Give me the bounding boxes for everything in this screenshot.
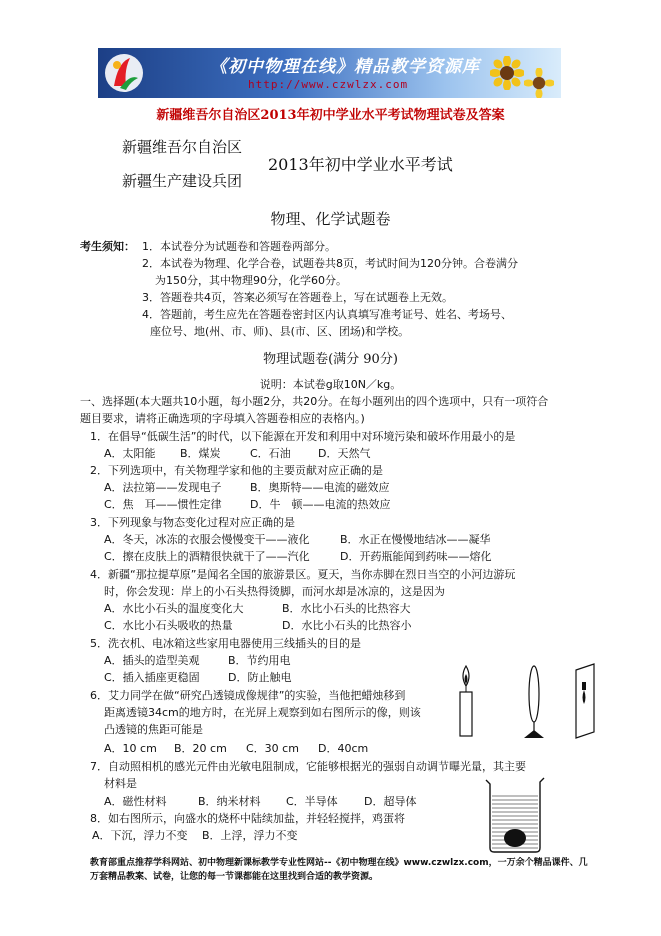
option: A．水比小石头的温度变化大 [104, 602, 244, 615]
physics-title: 物理试题卷(满分 90分) [263, 352, 398, 367]
option: A．太阳能 [104, 447, 156, 460]
question-stem: 时，你会发现：岸上的小石头热得烫脚，而河水却是冰凉的，这是因为 [104, 585, 445, 598]
option: B．上浮，浮力不变 [202, 829, 298, 842]
option: A．插头的造型美观 [104, 654, 200, 667]
question-stem: 5．洗衣机、电冰箱这些家用电器使用三线插头的目的是 [90, 637, 361, 650]
footer-note: 教育部重点推荐学科网站、初中物理新课标教学专业性网站--《初中物理在线》www.czwlzx.com，一万余个精品课件、几万套精品教案、试卷，让您的每一节课都能在这里找到合适的教学资源。 [90, 858, 588, 882]
note: 说明：本试卷g取10N／kg。 [259, 378, 402, 391]
option: D．开药瓶能闻到药味——熔化 [340, 550, 492, 563]
option: D．牛 顿——电流的热效应 [250, 498, 391, 511]
question-stem: 7．自动照相机的感光元件由光敏电阻制成，它能够根据光的强弱自动调节曝光量，其主要 [90, 760, 526, 773]
option: B．节约用电 [228, 654, 291, 667]
paper-title: 物理、化学试题卷 [270, 210, 391, 228]
option: B．奥斯特——电流的磁效应 [250, 481, 390, 494]
header-banner [98, 48, 561, 98]
sunflower-icon [490, 56, 524, 90]
section-instructions: 题目要求，请将正确选项的字母填入答题卷相应的表格内。) [80, 412, 365, 425]
option: B．20 cm [174, 742, 227, 755]
option: A．10 cm [104, 742, 157, 755]
banner-title: 《初中物理在线》精品教学资源库 [210, 57, 480, 77]
option: B．水正在慢慢地结冰——凝华 [340, 533, 491, 546]
option: A．磁性材料 [104, 795, 167, 808]
sunflower-icon [524, 68, 554, 98]
option: C．焦 耳——惯性定律 [104, 498, 222, 511]
option: D．水比小石头的比热容小 [282, 619, 412, 632]
notice-item: 2．本试卷为物理、化学合卷，试题卷共8页，考试时间为120分钟。合卷满分 [142, 257, 518, 270]
option: A．下沉，浮力不变 [92, 829, 188, 842]
notice-item: 座位号、地(州、市、师)、县(市、区、团场)和学校。 [150, 325, 410, 338]
notice-item: 3．答题卷共4页，答案必须写在答题卷上，写在试题卷上无效。 [142, 291, 453, 304]
exam-title: 2013年初中学业水平考试 [268, 155, 453, 174]
option: D．防止触电 [228, 671, 292, 684]
screen-icon [576, 664, 594, 738]
option: D．超导体 [364, 795, 417, 808]
question-stem: 1．在倡导“低碳生活”的时代，以下能源在开发和利用中对环境污染和破坏作用最小的是 [90, 430, 516, 443]
issuer-line: 新疆维吾尔自治区 [122, 138, 243, 156]
option: C．插入插座更稳固 [104, 671, 200, 684]
section-instructions: 一、选择题(本大题共10小题，每小题2分，共20分。在每小题列出的四个选项中，只有一项符合 [80, 395, 549, 408]
option: D．40cm [318, 742, 369, 755]
candle-icon [460, 666, 472, 736]
banner-url[interactable]: http://www.czwlzx.com [248, 78, 409, 91]
question-stem: 4．新疆“那拉提草原”是闻名全国的旅游景区。夏天，当你赤脚在烈日当空的小河边游玩 [90, 568, 516, 581]
lens-icon [524, 666, 544, 738]
option: D．天然气 [318, 447, 371, 460]
issuer-line: 新疆生产建设兵团 [122, 172, 243, 190]
option: C．水比小石头吸收的热量 [104, 619, 233, 632]
notice-item: 1．本试卷分为试题卷和答题卷两部分。 [142, 240, 336, 253]
notice-item: 为150分，其中物理90分，化学60分。 [155, 274, 347, 287]
lens-imaging-figure [452, 660, 612, 742]
document-heading: 新疆维吾尔自治区2013年初中学业水平考试物理试卷及答案 [156, 108, 505, 123]
question-stem: 3．下列现象与物态变化过程对应正确的是 [90, 516, 295, 529]
option: C．石油 [250, 447, 291, 460]
option: A．冬天，冰冻的衣服会慢慢变干——液化 [104, 533, 310, 546]
question-stem: 材料是 [104, 777, 137, 790]
question-stem: 2．下列选项中，有关物理学家和他的主要贡献对应正确的是 [90, 464, 383, 477]
question-stem: 凸透镜的焦距可能是 [104, 723, 203, 736]
question-stem: 8．如右图所示，向盛水的烧杯中陆续加盐，并轻轻搅拌，鸡蛋将 [90, 812, 405, 825]
site-logo-icon [104, 52, 144, 94]
option: C．擦在皮肤上的酒精很快就干了——汽化 [104, 550, 310, 563]
question-stem: 距离透镜34cm的地方时，在光屏上观察到如右图所示的像，则该 [104, 706, 421, 719]
question-stem: 6．艾力同学在做“研究凸透镜成像规律”的实验，当他把蜡烛移到 [90, 689, 406, 702]
option: A．法拉第——发现电子 [104, 481, 222, 494]
option: B．煤炭 [180, 447, 221, 460]
option: C．半导体 [286, 795, 338, 808]
option: C．30 cm [246, 742, 299, 755]
option: B．纳米材料 [198, 795, 261, 808]
notice-label: 考生须知： [80, 240, 135, 253]
egg-icon [504, 829, 526, 847]
option: B．水比小石头的比热容大 [282, 602, 411, 615]
beaker-egg-figure [482, 776, 548, 854]
notice-item: 4．答题前，考生应先在答题卷密封区内认真填写准考证号、姓名、考场号、 [142, 308, 512, 321]
